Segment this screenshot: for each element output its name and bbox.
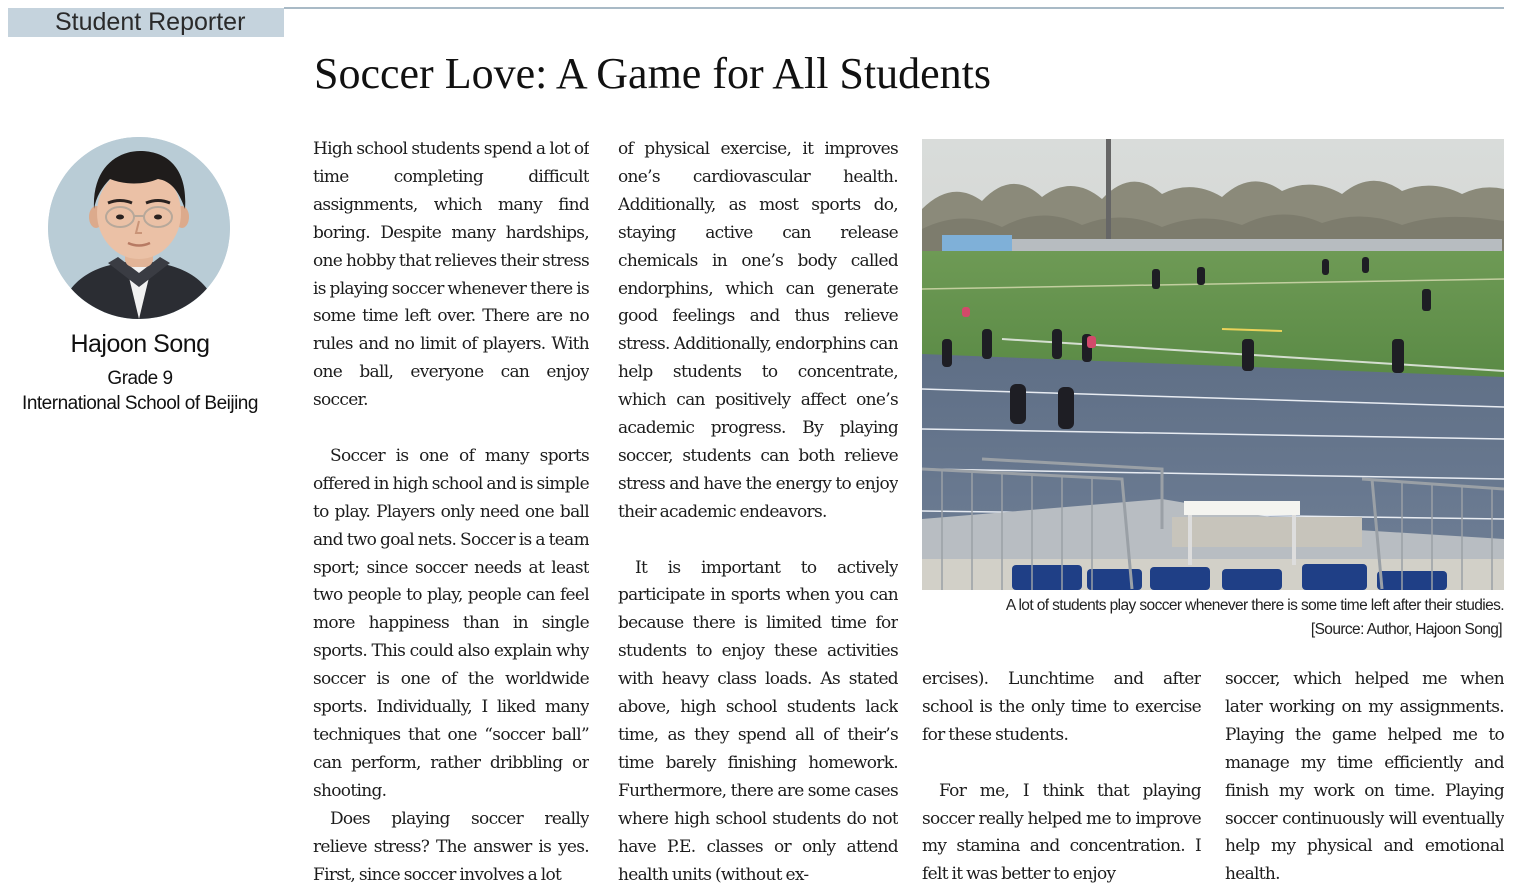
photo-caption: A lot of students play soccer whenever there is some time left after their studies. — [1005, 597, 1504, 614]
section-label: Student Reporter — [8, 8, 284, 37]
author-grade: Grade 9 — [107, 368, 173, 389]
paragraph: of physical exercise, it improves one’s cardiovascular health. Additionally, as most sports do, staying active can release chemicals in one’s body called endorphins, which can generate good feelings and thus relieve stress. Additionally, endorphins can help students to concentrate, which can positively affect one’s academic progress. By playing soccer, students can both relieve stress and have the energy to enjoy their academic endeavors. — [618, 139, 898, 522]
paragraph: Does playing soccer really relieve stress? The answer is yes. First, since soccer involves a lot — [313, 808, 589, 885]
article-column-3 — [922, 666, 1201, 894]
paragraph: soccer, which helped me when later working on my assignments. Playing the game helped me to manage my time efficiently and finish my work on time. Playing soccer continuously will eventually help my physical and emotional health. — [1225, 669, 1504, 885]
article-title: Soccer Love: A Game for All Students — [314, 49, 991, 98]
paragraph: ercises). Lunchtime and after school is the only time to exercise for these students. — [922, 669, 1201, 745]
article-column-4 — [1225, 666, 1504, 894]
author-name: Hajoon Song — [70, 330, 210, 358]
author-avatar — [48, 137, 230, 319]
photo-credit: [Source: Author, Hajoon Song] — [1310, 621, 1502, 638]
paragraph: It is important to actively participate in sports when you can because there is limited time for students to enjoy these activities with heavy class loads. As stated above, high school students lack time, as they spend all of their’s time barely finishing homework. Furthermore, there are some cases where high school students do not have P.E. classes or only attend health units (without ex- — [618, 557, 898, 885]
paragraph: High school students spend a lot of time completing difficult assignments, which many find boring. Despite many hardships, one hobby that relieves their stress is playing soccer whenever there is some time left over. There are no rules and no limit of players. With one ball, everyone can enjoy soccer. — [313, 139, 589, 411]
paragraph: For me, I think that playing soccer really helped me to improve my stamina and concentration. I felt it was better to enjoy — [922, 780, 1201, 885]
paragraph: Soccer is one of many sports offered in high school and is simple to play. Players only need one ball and two goal nets. Soccer is a team sport; since soccer needs at least two people to play, people can feel more happiness than in single sports. This could also explain why soccer is one of the worldwide sports. Individually, I liked many techniques that one “soccer ball” can perform, rather dribbling or shooting. — [313, 445, 589, 801]
section-rule — [284, 7, 1504, 9]
article-column-1 — [313, 136, 589, 894]
author-school: International School of Beijing — [22, 393, 258, 414]
article-column-2 — [618, 136, 898, 894]
article-photo — [922, 139, 1504, 590]
